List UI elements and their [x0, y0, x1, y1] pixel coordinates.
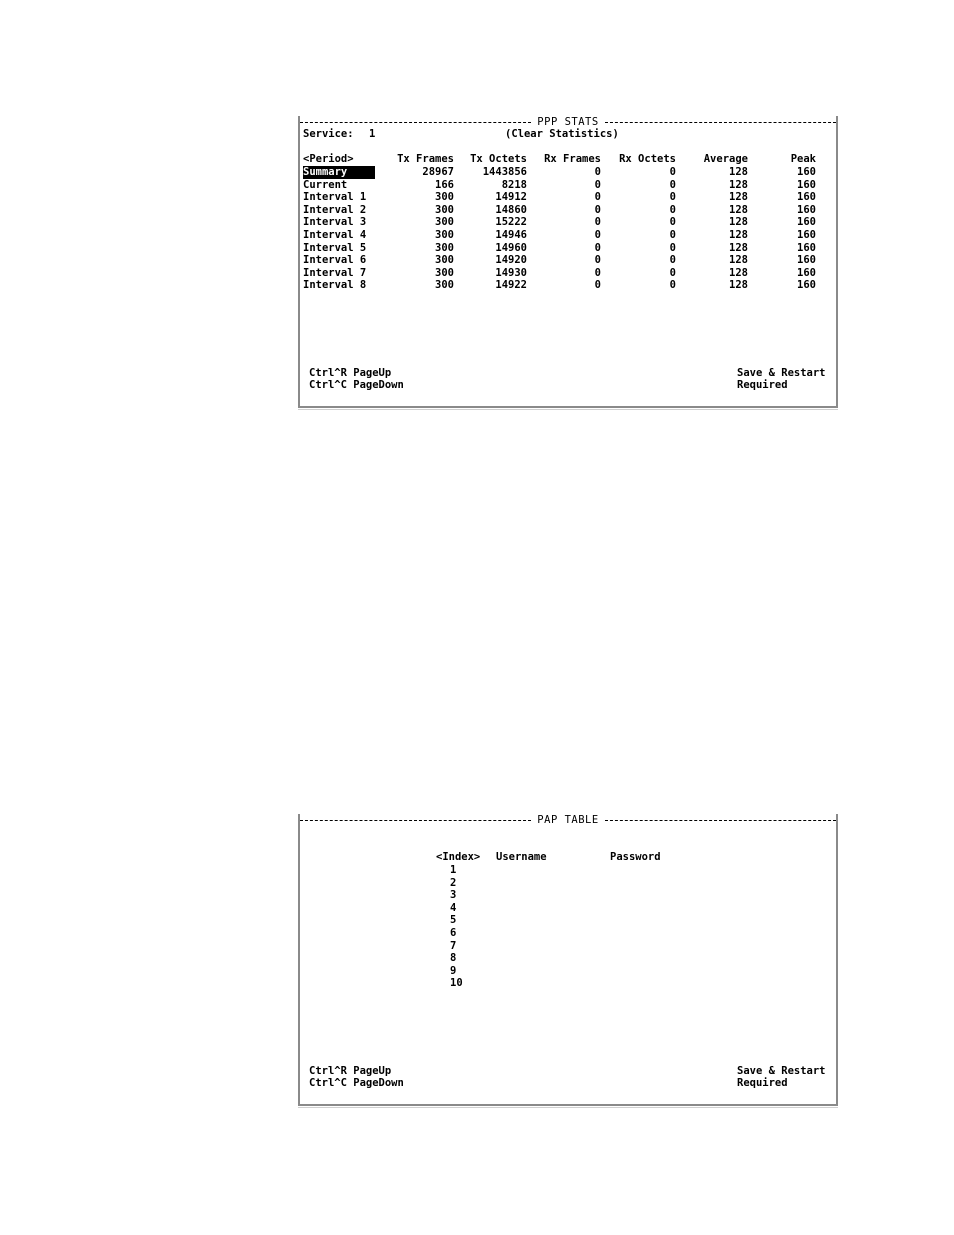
- rx-frames-cell: 0: [594, 266, 601, 279]
- pap-header-row: [300, 851, 836, 864]
- column-header-period: <Period>: [303, 153, 354, 165]
- average-cell: 128: [729, 254, 748, 267]
- footer-pageup-hint: Ctrl^R PageUp: [309, 1065, 392, 1077]
- table-row[interactable]: [300, 279, 836, 292]
- period-cell[interactable]: Interval 2: [303, 203, 367, 216]
- index-cell[interactable]: 2: [450, 876, 457, 889]
- tx-octets-cell: 8218: [501, 178, 527, 191]
- tx-octets-cell: 14960: [495, 241, 527, 254]
- tx-octets-cell: 14860: [495, 203, 527, 216]
- tx-frames-cell: 28967: [422, 166, 454, 178]
- page-title: PPP STATS: [537, 115, 599, 128]
- tx-octets-cell: 1443856: [482, 166, 527, 178]
- tx-frames-cell: 300: [435, 254, 454, 267]
- column-header-rx-frames: Rx Frames: [544, 153, 601, 165]
- tx-octets-cell: 14946: [495, 229, 527, 241]
- tx-frames-cell: 166: [435, 178, 454, 191]
- column-header-rx-octets: Rx Octets: [619, 153, 676, 165]
- save-restart-notice: Save & Restart: [737, 1065, 826, 1077]
- average-cell: 128: [729, 178, 748, 191]
- rx-octets-cell: 0: [669, 166, 676, 178]
- table-row[interactable]: [300, 965, 836, 978]
- rx-frames-cell: 0: [594, 178, 601, 191]
- rx-frames-cell: 0: [594, 203, 601, 216]
- clear-statistics-button[interactable]: (Clear Statistics): [505, 128, 619, 140]
- period-cell[interactable]: Interval 3: [303, 216, 367, 229]
- required-notice: Required: [737, 379, 788, 391]
- tx-frames-cell: 300: [435, 229, 454, 241]
- required-notice: Required: [737, 1077, 788, 1089]
- rx-octets-cell: 0: [669, 191, 676, 204]
- rx-frames-cell: 0: [594, 191, 601, 204]
- rx-octets-cell: 0: [669, 266, 676, 279]
- peak-cell: 160: [797, 279, 816, 292]
- service-value[interactable]: 1: [369, 128, 376, 140]
- column-header-peak: Peak: [790, 153, 816, 165]
- rx-octets-cell: 0: [669, 216, 676, 229]
- tx-octets-cell: 15222: [495, 216, 527, 229]
- rx-octets-cell: 0: [669, 178, 676, 191]
- service-row: [300, 128, 836, 141]
- ppp-stats-screen: [298, 116, 838, 408]
- footer-pageup-hint: Ctrl^R PageUp: [309, 367, 392, 379]
- ppp-stats-title-bar: [300, 116, 836, 128]
- peak-cell: 160: [797, 229, 816, 241]
- column-header-password: Password: [610, 851, 661, 863]
- table-row[interactable]: [300, 914, 836, 927]
- table-row[interactable]: [300, 242, 836, 255]
- period-cell[interactable]: Interval 1: [303, 191, 367, 204]
- tx-frames-cell: 300: [435, 216, 454, 229]
- title-dashes-right: [605, 820, 836, 821]
- column-header-tx-octets: Tx Octets: [470, 153, 527, 165]
- tx-octets-cell: 14922: [495, 279, 527, 292]
- average-cell: 128: [729, 216, 748, 229]
- table-row[interactable]: [300, 267, 836, 280]
- peak-cell: 160: [797, 266, 816, 279]
- average-cell: 128: [729, 266, 748, 279]
- table-row[interactable]: [300, 940, 836, 953]
- rx-frames-cell: 0: [594, 216, 601, 229]
- footer-pagedown-hint: Ctrl^C PageDown: [309, 1077, 404, 1089]
- index-cell[interactable]: 8: [450, 952, 457, 965]
- peak-cell: 160: [797, 203, 816, 216]
- footer-pagedown-hint: Ctrl^C PageDown: [309, 379, 404, 391]
- tx-frames-cell: 300: [435, 266, 454, 279]
- period-cell[interactable]: Interval 4: [303, 229, 367, 241]
- table-row[interactable]: [300, 204, 836, 217]
- peak-cell: 160: [797, 166, 816, 178]
- period-cell[interactable]: Interval 7: [303, 266, 367, 279]
- period-cell[interactable]: Summary: [303, 166, 375, 179]
- table-row[interactable]: [300, 229, 836, 242]
- average-cell: 128: [729, 241, 748, 254]
- pap-table-title-bar: [300, 814, 836, 826]
- column-header-username: Username: [496, 851, 547, 863]
- save-restart-notice: Save & Restart: [737, 367, 826, 379]
- table-row[interactable]: [300, 864, 836, 877]
- service-label: Service:: [303, 128, 354, 140]
- table-row[interactable]: [300, 254, 836, 267]
- column-header-average: Average: [703, 153, 748, 165]
- table-row[interactable]: [300, 889, 836, 902]
- peak-cell: 160: [797, 254, 816, 267]
- title-dashes-left: [300, 122, 531, 123]
- index-cell[interactable]: 5: [450, 914, 457, 927]
- average-cell: 128: [729, 279, 748, 292]
- rx-octets-cell: 0: [669, 203, 676, 216]
- tx-octets-cell: 14920: [495, 254, 527, 267]
- rx-frames-cell: 0: [594, 254, 601, 267]
- average-cell: 128: [729, 191, 748, 204]
- tx-frames-cell: 300: [435, 191, 454, 204]
- index-cell[interactable]: 7: [450, 939, 457, 952]
- peak-cell: 160: [797, 241, 816, 254]
- period-cell[interactable]: Interval 6: [303, 254, 367, 267]
- page-title: PAP TABLE: [537, 813, 599, 826]
- peak-cell: 160: [797, 191, 816, 204]
- index-cell[interactable]: 1: [450, 864, 457, 876]
- tx-frames-cell: 300: [435, 203, 454, 216]
- table-row[interactable]: [300, 191, 836, 204]
- rx-frames-cell: 0: [594, 279, 601, 292]
- column-header-tx-frames: Tx Frames: [397, 153, 454, 165]
- table-row[interactable]: [300, 902, 836, 915]
- table-row[interactable]: [300, 927, 836, 940]
- table-row[interactable]: [300, 952, 836, 965]
- index-cell[interactable]: 4: [450, 901, 457, 914]
- table-row[interactable]: [300, 877, 836, 890]
- table-row[interactable]: [300, 179, 836, 192]
- stats-header-row: [300, 153, 836, 166]
- period-cell[interactable]: Interval 8: [303, 279, 367, 292]
- tx-octets-cell: 14912: [495, 191, 527, 204]
- rx-octets-cell: 0: [669, 229, 676, 241]
- table-row[interactable]: [300, 166, 836, 179]
- period-cell[interactable]: Interval 5: [303, 241, 367, 254]
- rx-frames-cell: 0: [594, 166, 601, 178]
- index-cell[interactable]: 3: [450, 889, 457, 902]
- average-cell: 128: [729, 203, 748, 216]
- tx-frames-cell: 300: [435, 241, 454, 254]
- rx-octets-cell: 0: [669, 279, 676, 292]
- rx-frames-cell: 0: [594, 229, 601, 241]
- peak-cell: 160: [797, 178, 816, 191]
- tx-frames-cell: 300: [435, 279, 454, 292]
- peak-cell: 160: [797, 216, 816, 229]
- rx-octets-cell: 0: [669, 254, 676, 267]
- index-cell[interactable]: 9: [450, 964, 457, 977]
- index-cell[interactable]: 10: [450, 977, 463, 990]
- column-header-index: <Index>: [436, 851, 481, 863]
- rx-octets-cell: 0: [669, 241, 676, 254]
- average-cell: 128: [729, 229, 748, 241]
- table-row[interactable]: [300, 977, 836, 990]
- average-cell: 128: [729, 166, 748, 178]
- title-dashes-left: [300, 820, 531, 821]
- pap-table-screen: [298, 814, 838, 1106]
- index-cell[interactable]: 6: [450, 927, 457, 939]
- rx-frames-cell: 0: [594, 241, 601, 254]
- period-cell[interactable]: Current: [303, 178, 348, 191]
- table-row[interactable]: [300, 216, 836, 229]
- tx-octets-cell: 14930: [495, 266, 527, 279]
- title-dashes-right: [605, 122, 836, 123]
